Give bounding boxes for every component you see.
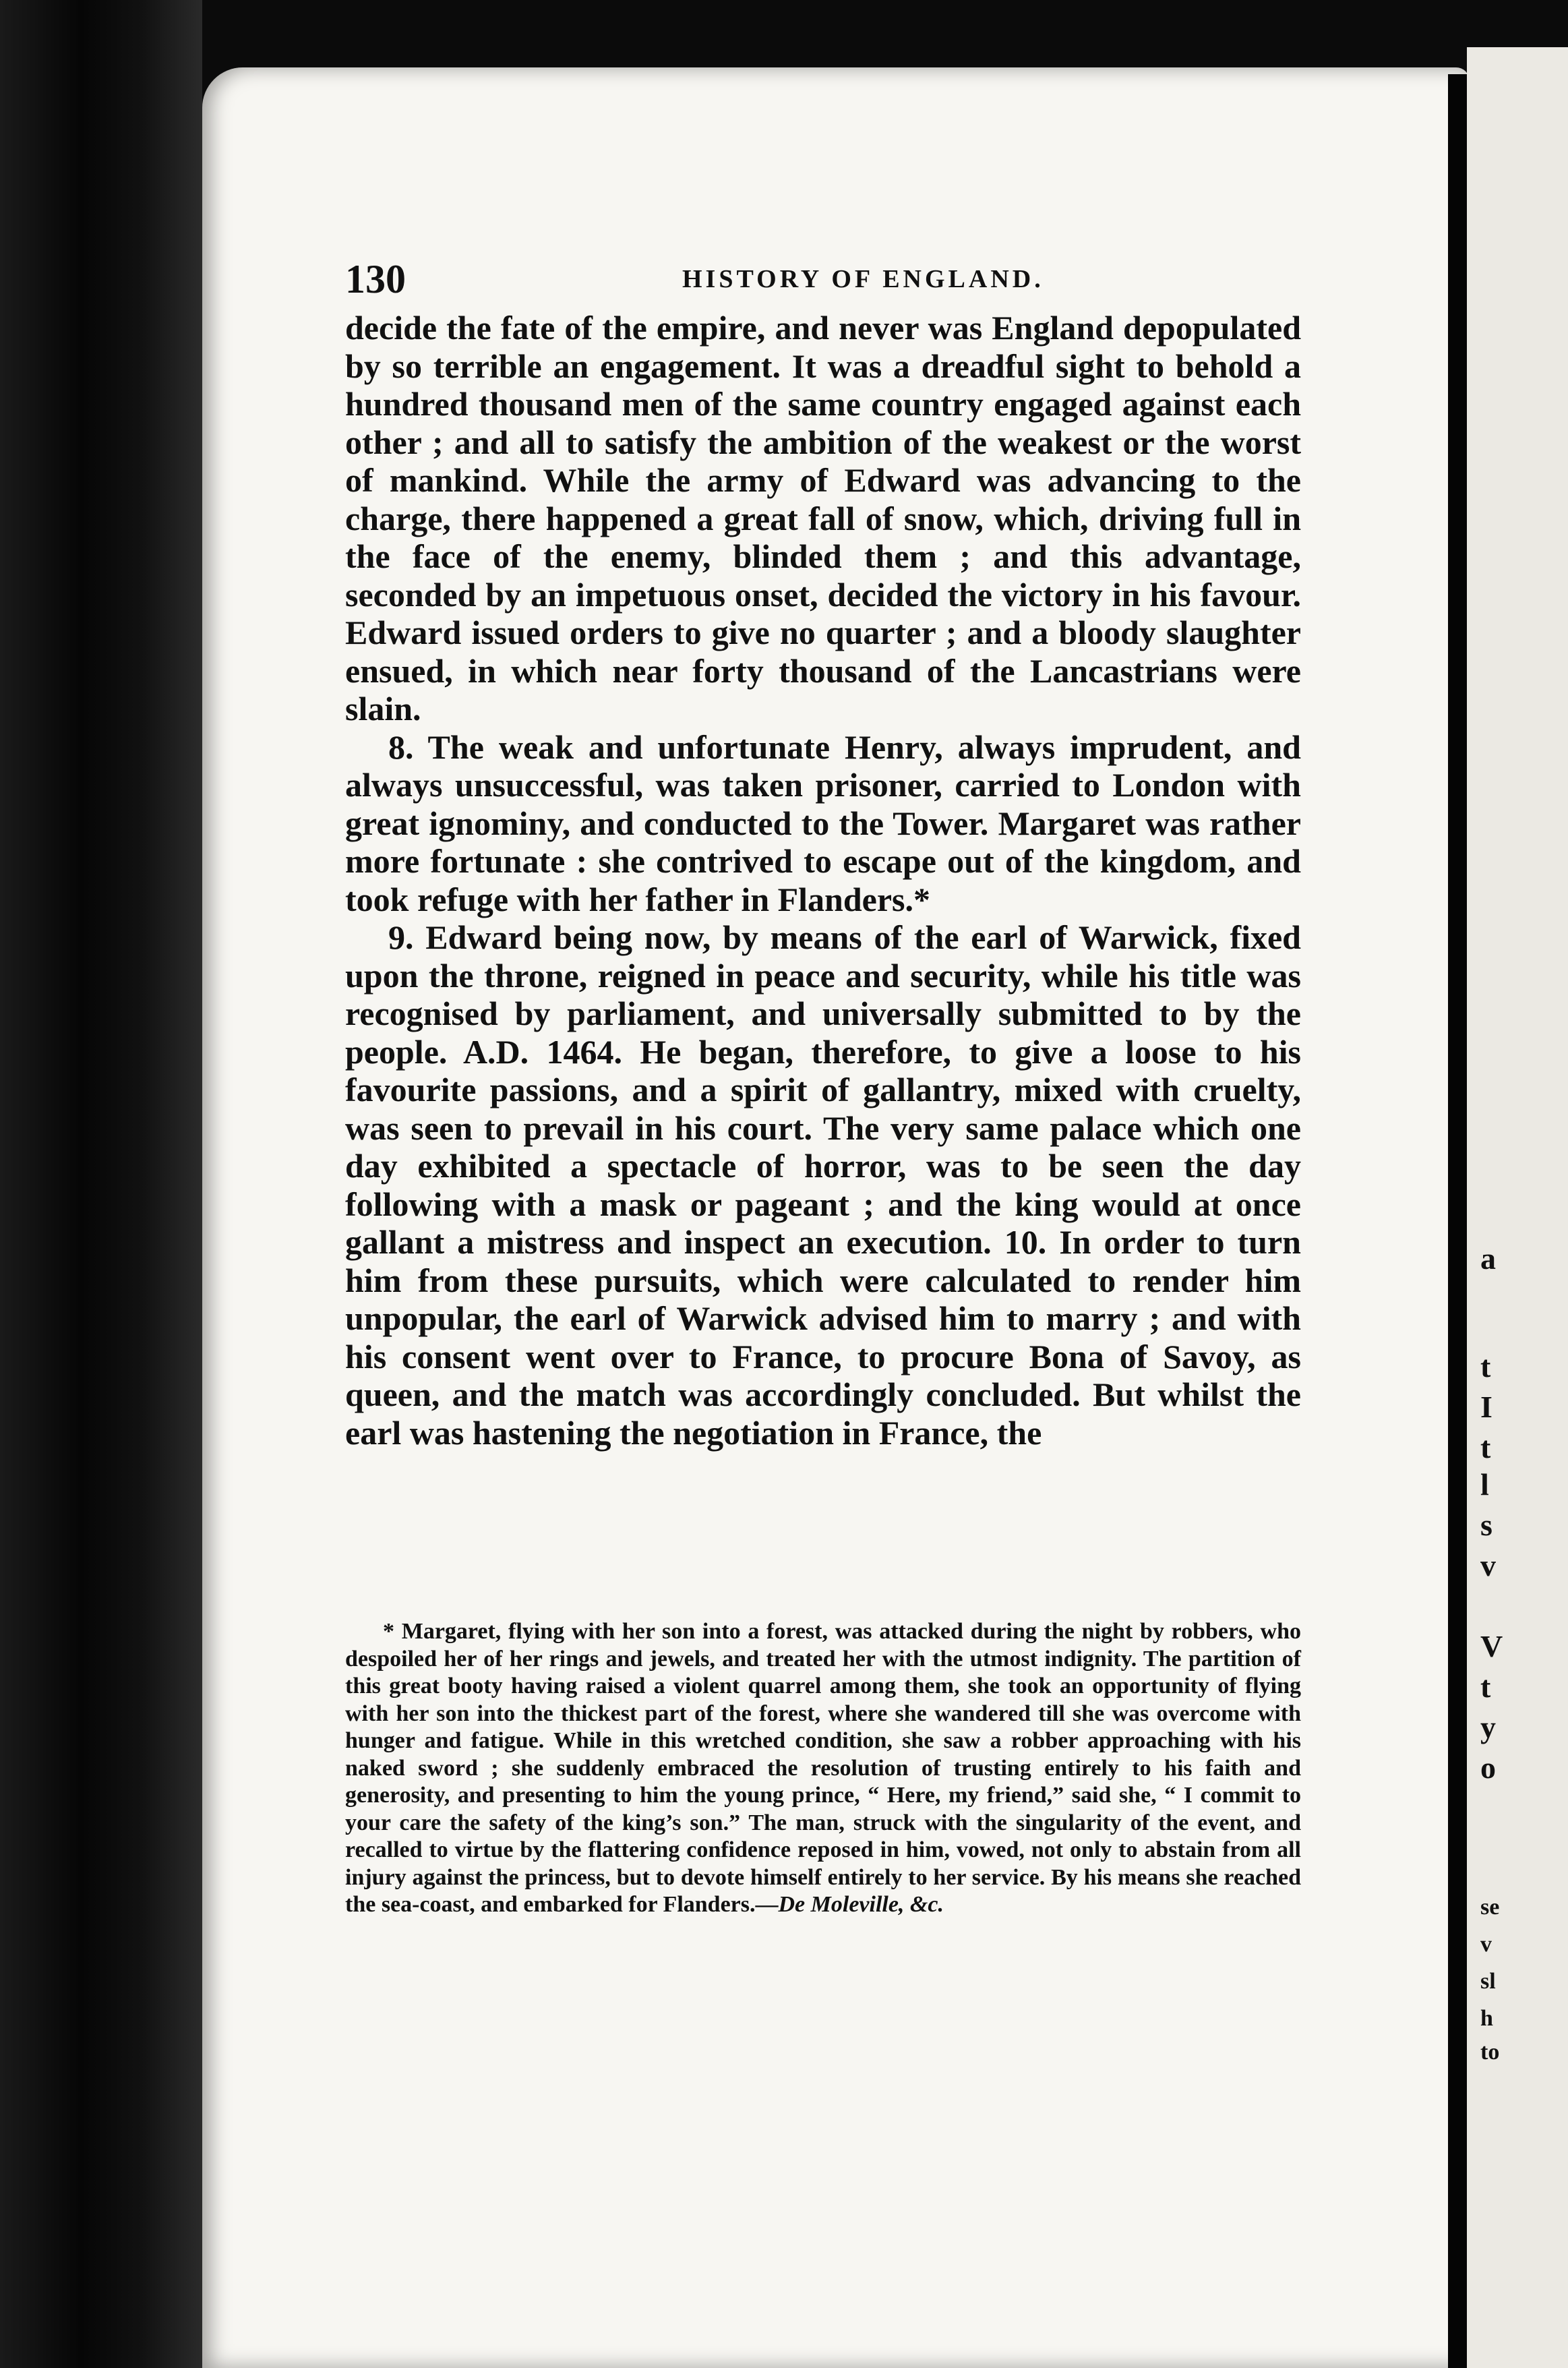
adjacent-page-fragment: y (1480, 1710, 1496, 1744)
adjacent-page-fragment: V (1480, 1629, 1503, 1663)
adjacent-page-fragment: v (1480, 1548, 1496, 1582)
adjacent-page-fragment: t (1480, 1669, 1491, 1704)
adjacent-page-fragment: v (1480, 1932, 1492, 1957)
adjacent-page-edge (1467, 47, 1568, 2368)
adjacent-page-fragment: l (1480, 1467, 1489, 1502)
adjacent-page-fragment: h (1480, 2006, 1493, 2031)
paragraph-continued: decide the fate of the empire, and never was England depopulated by so terrible an engagement. It was a dreadful sight to behold a hundred thousand men of the same country engaged against each other ; and all to satisfy the ambition of the weakest or the worst of mankind. While the army of Edward was advancing to the charge, there happened a great fall of snow, which, driving full in the face of the enemy, blinded them ; and this advantage, seconded by an impetuous onset, decided the victory in his favour. Edward issued orders to give no quarter ; and a bloody slaughter ensued, in which near forty thousand of the Lancastrians were slain. (345, 309, 1301, 728)
footnote (345, 1618, 1301, 1919)
adjacent-page-fragment: sl (1480, 1969, 1496, 1994)
adjacent-page-fragment: s (1480, 1508, 1492, 1542)
adjacent-page-fragment: t (1480, 1430, 1491, 1464)
running-head: HISTORY OF ENGLAND. (682, 265, 1044, 293)
footnote-text: * Margaret, flying with her son into a forest, was attacked during the night by robbers, who despoiled her of her rings and jewels, and treated her with the utmost indignity. The partition of this great booty having raised a violent quarrel among them, she took an opportunity of flying with her son into the thickest part of the forest, where she wandered till she was overcome with hunger and fatigue. While in this wretched condition, she saw a robber approaching with his naked sword ; she suddenly embraced the resolution of trusting entirely to his faith and generosity, and presenting to him the young prince, “ Here, my friend,” said she, “ I commit to your care the safety of the king’s son.” The man, struck with the singularity of the event, and recalled to virtue by the flattering confidence reposed in him, vowed, not only to abstain from all injury against the princess, but to devote himself entirely to her service. By his means she reached the sea-coast, and embarked for Flanders.— (345, 1619, 1301, 1917)
main-text (345, 309, 1301, 1452)
adjacent-page-fragment: t (1480, 1349, 1491, 1384)
adjacent-page-fragment: se (1480, 1895, 1500, 1920)
paragraph-9: 9. Edward being now, by means of the earl of Warwick, fixed upon the throne, reigned in peace and security, while his title was recognised by parliament, and universally submitted to by the people. A.D. 1464. He began, therefore, to give a loose to his favourite passions, and a spirit of gallantry, mixed with cruelty, was seen to prevail in his court. The very same palace which one day exhibited a spectacle of horror, was to be seen the day following with a mask or pageant ; and the king would at once gallant a mistress and inspect an execution. 10. In order to turn him from these pursuits, which were calculated to render him unpopular, the earl of Warwick advised him to marry ; and with his consent went over to France, to procure Bona of Savoy, as queen, and the match was accordingly concluded. But whilst the earl was hastening the negotiation in France, the (345, 918, 1301, 1452)
adjacent-page-fragment: to (1480, 2040, 1500, 2065)
footnote-byline: De Moleville, &c. (778, 1892, 944, 1917)
page-header (345, 256, 1298, 303)
book-gutter (1448, 74, 1467, 2368)
paragraph-8: 8. The weak and unfortunate Henry, always imprudent, and always unsuccessful, was taken prisoner, carried to London with great ignominy, and conducted to the Tower. Margaret was rather more fortunate : she contrived to escape out of the kingdom, and took refuge with her father in Flanders.* (345, 728, 1301, 918)
page-number: 130 (345, 257, 406, 301)
adjacent-page-fragment: I (1480, 1390, 1492, 1424)
adjacent-page-fragment: o (1480, 1750, 1496, 1785)
scan-left-margin (0, 0, 202, 2368)
adjacent-page-fragment: a (1480, 1241, 1496, 1276)
